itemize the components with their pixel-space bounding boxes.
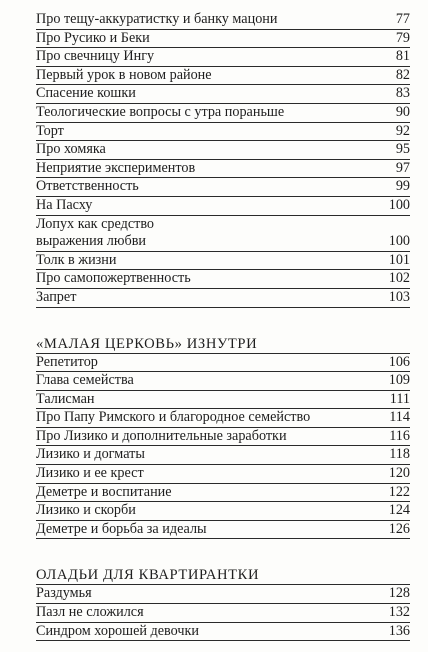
toc-entry-title: Пазл не сложился [36,604,144,621]
toc-entry[interactable] [36,484,410,503]
toc-entry-title: Деметре и борьба за идеалы [36,520,207,537]
toc-entry-page: 97 [395,159,410,176]
toc-section-continued [36,11,410,308]
toc-entry[interactable] [36,428,410,447]
toc-entry-page: 102 [388,270,410,287]
toc-entry[interactable] [36,623,410,642]
toc-entry[interactable] [36,521,410,540]
toc-entry-title: Про Русико и Беки [36,29,150,46]
toc-entry-title-line1: Лопух как средство [36,215,155,232]
toc-entry-title: Запрет [36,288,77,305]
toc-entry-title: Репетитор [36,353,98,370]
toc-section [36,335,410,540]
toc-entry-title: Теологические вопросы с утра пораньше [36,103,285,120]
toc-section [36,566,410,641]
toc-entry[interactable] [36,197,410,216]
toc-entry-page: 95 [395,141,410,158]
toc-entry[interactable] [36,252,410,271]
toc-entry-page: 109 [388,372,410,389]
toc-entry-title: Глава семейства [36,372,134,389]
toc-entry-title-line2: выражения любви [36,233,146,250]
toc-entry-page: 99 [395,178,410,195]
toc-entry-page: 106 [388,353,410,370]
toc-entry-title: Неприятие экспериментов [36,159,196,176]
toc-entry-page: 128 [388,585,410,602]
toc-entry-title: Деметре и воспитание [36,483,172,500]
toc-entry[interactable] [36,216,410,252]
toc-entry-page: 100 [388,233,410,250]
toc-entry-title: Про свечницу Ингу [36,48,155,65]
toc-entry-title: Ответственность [36,178,139,195]
toc-entry-page: 111 [389,390,410,407]
toc-entry-page: 101 [388,251,410,268]
toc-entry[interactable] [36,391,410,410]
toc-entry[interactable] [36,123,410,142]
section-title: ОЛАДЬИ ДЛЯ КВАРТИРАНТКИ [36,566,410,585]
toc-entry-page: 136 [388,622,410,639]
toc-entry[interactable] [36,11,410,30]
toc-entry[interactable] [36,85,410,104]
section-spacer [36,308,410,335]
toc-entry-page: 92 [395,122,410,139]
toc-entry-title: Лизико и скорби [36,502,136,519]
toc-entry-title: Синдром хорошей девочки [36,622,199,639]
toc-entry[interactable] [36,141,410,160]
toc-entry-title: Спасение кошки [36,85,136,102]
toc-entry-page: 77 [395,11,410,27]
toc-entry-title: Про тещу-аккуратистку и банку мацони [36,11,278,27]
toc-entry[interactable] [36,104,410,123]
toc-entry[interactable] [36,502,410,521]
toc-entry-title: Лизико и ее крест [36,465,144,482]
toc-entry-page: 100 [388,196,410,213]
toc-entry-page: 103 [388,288,410,305]
toc-entry[interactable] [36,270,410,289]
toc-entry-page: 81 [395,48,410,65]
toc-entry-title: На Пасху [36,196,93,213]
toc-entry[interactable] [36,409,410,428]
toc-entry[interactable] [36,30,410,49]
toc-entry-page: 82 [395,66,410,83]
toc-entry-title: Раздумья [36,585,92,602]
toc-entry[interactable] [36,67,410,86]
toc-entry-page: 79 [395,29,410,46]
toc-entry[interactable] [36,48,410,67]
toc-entry[interactable] [36,160,410,179]
toc-entry[interactable] [36,585,410,604]
toc-entry-title: Про Папу Римского и благородное семейство [36,409,311,426]
toc-entry-page: 120 [388,465,410,482]
section-spacer [36,539,410,566]
toc-entry-page: 126 [388,520,410,537]
toc-entry[interactable] [36,446,410,465]
toc-entry[interactable] [36,372,410,391]
toc-entry-title: Талисман [36,390,95,407]
toc-entry-title: Про Лизико и дополнительные заработки [36,427,287,444]
toc-entry-title: Про самопожертвенность [36,270,191,287]
toc-entry-title: Первый урок в новом районе [36,66,212,83]
toc-entry-page: 116 [389,427,410,444]
toc-entry-page: 114 [389,409,410,426]
toc-entry[interactable] [36,289,410,308]
toc-entry[interactable] [36,604,410,623]
toc-entry-page: 83 [395,85,410,102]
toc-entry[interactable] [36,465,410,484]
toc-entry-page: 90 [395,103,410,120]
toc-entry[interactable] [36,178,410,197]
toc-entry-title: Про хомяка [36,141,106,158]
toc-entry-title: Лизико и догматы [36,446,145,463]
toc-entry-page: 132 [388,604,410,621]
toc-entry-title: Торт [36,122,64,139]
toc-entry-page: 124 [388,502,410,519]
toc-entry-page: 122 [388,483,410,500]
table-of-contents [36,11,410,641]
toc-entry-title: Толк в жизни [36,251,117,268]
toc-entry-page: 118 [389,446,410,463]
section-title: «МАЛАЯ ЦЕРКОВЬ» ИЗНУТРИ [36,335,410,354]
toc-entry[interactable] [36,354,410,373]
